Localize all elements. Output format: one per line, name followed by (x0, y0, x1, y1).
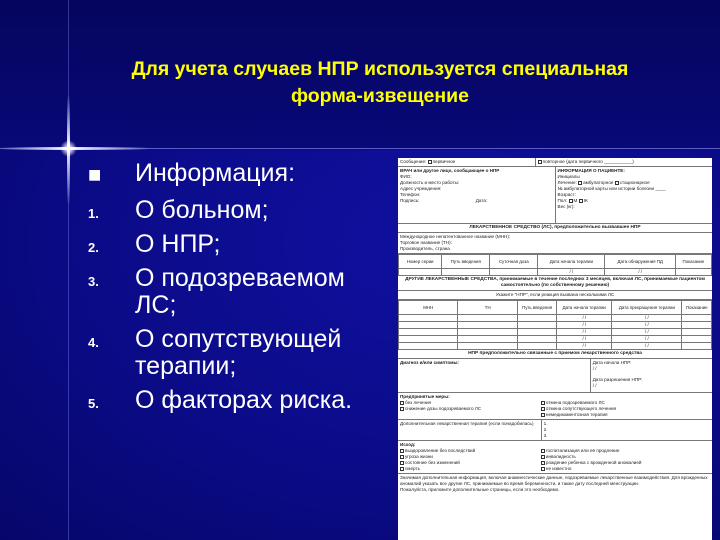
list-item (88, 326, 388, 380)
patient-field[interactable]: Вес (кг): (557, 204, 575, 209)
measure-option: снижение дозы подозреваемого ЛС (405, 406, 482, 411)
table-header-cell: Путь введения (442, 255, 490, 269)
suspected-drug-fields (398, 233, 712, 254)
table-row: / / / / (399, 329, 712, 336)
table-row: / / / / (399, 336, 712, 343)
report-type-label: Сообщение: (400, 159, 427, 164)
checkbox[interactable] (541, 461, 545, 465)
list-item-text: О НПР; (135, 230, 221, 258)
table-header-row (399, 301, 712, 315)
list-number: 3. (88, 274, 99, 289)
additional-label: Дополнительная лекарственная терапия (если понадобилась) (400, 421, 534, 426)
slide-title: Для учета случаев НПР используется специальная форма-извещение (131, 58, 629, 107)
checkbox[interactable] (428, 160, 432, 164)
measures-section (398, 393, 712, 420)
checkbox[interactable] (579, 199, 583, 203)
reaction-resolved-label[interactable]: Дата разрешения НПР: (592, 377, 643, 382)
adr-report-form (398, 158, 712, 540)
outcome-option: выздоровление без последствий (405, 448, 476, 453)
patient-header: ИНФОРМАЦИЯ О ПАЦИЕНТЕ: (557, 168, 625, 173)
table-header-cell: Номер серии (399, 255, 442, 269)
outcome-option: инвалидность (545, 454, 576, 459)
reaction-start-label[interactable]: Дата начала НПР: (592, 360, 632, 365)
suspected-drug-header: ЛЕКАРСТВЕННОЕ СРЕДСТВО (ЛС), предположительно вызвавшее НПР (398, 224, 712, 233)
concomitant-header: ДРУГИЕ ЛЕКАРСТВЕННЫЕ СРЕДСТВА, принимаемые в течение последних 3 месяцев, включая ЛС, принимаемые пациентом самостоятельно (по собственному решению) (398, 276, 712, 291)
list-item-text: О факторах риска. (135, 386, 353, 414)
report-repeat-option: повторное (дата первичного ___________) (542, 159, 634, 164)
list-item-text: Информация: (135, 159, 296, 187)
concomitant-table (398, 300, 712, 350)
list-number: 4. (88, 335, 99, 350)
list-item-text: О больном; (135, 196, 269, 224)
checkbox[interactable] (400, 401, 404, 405)
table-row: / / / / (399, 322, 712, 329)
list-item (88, 231, 388, 258)
list-item-text: О подозреваемом ЛС; (135, 264, 345, 319)
checkbox[interactable] (400, 467, 404, 471)
checkbox[interactable] (538, 160, 542, 164)
checkbox[interactable] (569, 199, 573, 203)
table-header-cell: Дата начала терапии (538, 255, 605, 269)
checkbox[interactable] (615, 181, 619, 185)
measure-option: без лечения (405, 400, 432, 405)
list-number: 1. (88, 206, 99, 221)
checkbox[interactable] (400, 449, 404, 453)
table-header-cell: Дата обнаружения ПД (605, 255, 675, 269)
patient-section (555, 167, 713, 223)
measure-option: немедикаментозная терапия (545, 412, 608, 417)
outcome-option: угроза жизни (405, 454, 433, 459)
list-number: 5. (88, 396, 99, 411)
reporter-header: ВРАЧ или другое лицо, сообщающее о НПР (400, 168, 500, 173)
outcome-option: не известно (545, 466, 572, 471)
checkbox[interactable] (541, 455, 545, 459)
sex-m: М (573, 198, 578, 203)
footer-note (398, 474, 712, 494)
checkbox[interactable] (400, 407, 404, 411)
patient-field: Лечение: (557, 180, 577, 185)
table-header-cell: Суточная доза (490, 255, 538, 269)
table-cell[interactable]: / / (538, 269, 605, 276)
measure-option: отмена сопутствующего лечения (545, 406, 617, 411)
checkbox[interactable] (541, 467, 545, 471)
therapy-line-number[interactable]: 2. (543, 427, 548, 432)
treatment-outpatient: амбулаторное (583, 180, 614, 185)
table-header-cell: Дата начала терапии (557, 301, 612, 315)
outcome-option: рождение ребенка с врожденной аномалией (545, 460, 642, 465)
sex-f: Ж (583, 198, 588, 203)
table-cell[interactable] (399, 269, 442, 276)
table-header-cell: МНН (399, 301, 458, 315)
patient-field[interactable]: Возраст: (557, 192, 576, 197)
patient-field[interactable]: № амбулаторной карты или истории болезни ____ (557, 186, 666, 191)
table-header-cell: Показание (682, 301, 712, 315)
table-row: / / / / (399, 315, 712, 322)
table-row: / / / / (399, 343, 712, 350)
table-cell[interactable]: / / (605, 269, 675, 276)
report-initial-option: первичное (432, 159, 456, 164)
checkbox[interactable] (541, 449, 545, 453)
footer-note-text-2: Пожалуйста, приложите дополнительные страницы, если это необходимо. (400, 487, 560, 492)
concomitant-note: Укажите "НПР", если реакция вызвана несколькими ЛС (398, 291, 712, 300)
table-row (399, 269, 712, 276)
table-header-row (399, 255, 712, 269)
outcome-label: Исход: (400, 442, 416, 447)
table-cell[interactable] (442, 269, 490, 276)
checkbox[interactable] (400, 455, 404, 459)
reporter-field[interactable]: ФИО: (400, 174, 412, 179)
outcome-option: смерть (405, 466, 420, 471)
patient-field: Пол: (557, 198, 568, 203)
sparkle-star-glow (60, 140, 77, 157)
reporter-field[interactable]: Подпись: (400, 198, 420, 203)
suspected-field[interactable]: Торговое название (ТН): (400, 240, 452, 245)
outcome-option: состояние без изменений (405, 460, 460, 465)
reporter-section (398, 167, 555, 223)
info-list (88, 160, 388, 421)
report-type-row (398, 158, 712, 167)
measure-option: отмена подозреваемого ЛС (545, 400, 605, 405)
checkbox[interactable] (541, 413, 545, 417)
list-item (88, 197, 388, 224)
table-cell[interactable] (675, 269, 711, 276)
reaction-row (398, 359, 712, 393)
table-header-cell: Путь введения (517, 301, 556, 315)
reporter-field[interactable]: Должность и место работы: (400, 180, 460, 185)
footer-note-text: Значимая дополнительная информация, включая анамнестические данные, подозреваемые лекарственные взаимодействия. Для врожденных аномалий указать все другие ЛС, принимаемые во время беременности, и также дату последней менструации. (400, 475, 708, 486)
reaction-resolved-date[interactable]: / / (592, 383, 597, 388)
reporter-field[interactable]: Телефон: (400, 192, 421, 197)
list-item (88, 160, 388, 190)
therapy-line-number[interactable]: 3. (543, 433, 548, 438)
therapy-line-number[interactable]: 1. (543, 421, 548, 426)
checkbox[interactable] (578, 181, 582, 185)
reporter-patient-row (398, 167, 712, 224)
table-header-cell: Дата прекращения терапии (612, 301, 682, 315)
reaction-header: НПР предположительно связанные с приемом лекарственного средства (398, 350, 712, 359)
table-cell[interactable] (490, 269, 538, 276)
outcome-section (398, 441, 712, 474)
reporter-date[interactable]: Дата: (475, 198, 488, 203)
suspected-field[interactable]: Производитель, страна (400, 246, 450, 251)
suspected-field[interactable]: Международное непатентованное название (МНН): (400, 234, 511, 239)
patient-field[interactable]: Инициалы (557, 174, 580, 179)
list-item (88, 265, 388, 319)
checkbox[interactable] (400, 461, 404, 465)
checkbox[interactable] (541, 407, 545, 411)
left-divider (68, 0, 69, 540)
reporter-field[interactable]: Адрес учреждения: (400, 186, 442, 191)
bullet-marker: ■ (88, 162, 102, 187)
treatment-inpatient: стационарное (619, 180, 650, 185)
outcome-option: госпитализация или её продление (545, 448, 620, 453)
table-header-cell: ТН (458, 301, 517, 315)
list-item (88, 387, 388, 414)
measures-label: Предпринятые меры: (400, 394, 450, 399)
list-item-text: О сопутствующей терапии; (135, 325, 342, 380)
diagnosis-label[interactable]: Диагноз и/или симптомы: (400, 360, 459, 365)
table-header-cell: Показание (675, 255, 711, 269)
suspected-drug-table (398, 254, 712, 276)
reaction-start-date[interactable]: / / (592, 366, 597, 371)
checkbox[interactable] (541, 401, 545, 405)
additional-therapy-row (398, 420, 712, 441)
list-number: 2. (88, 240, 99, 255)
